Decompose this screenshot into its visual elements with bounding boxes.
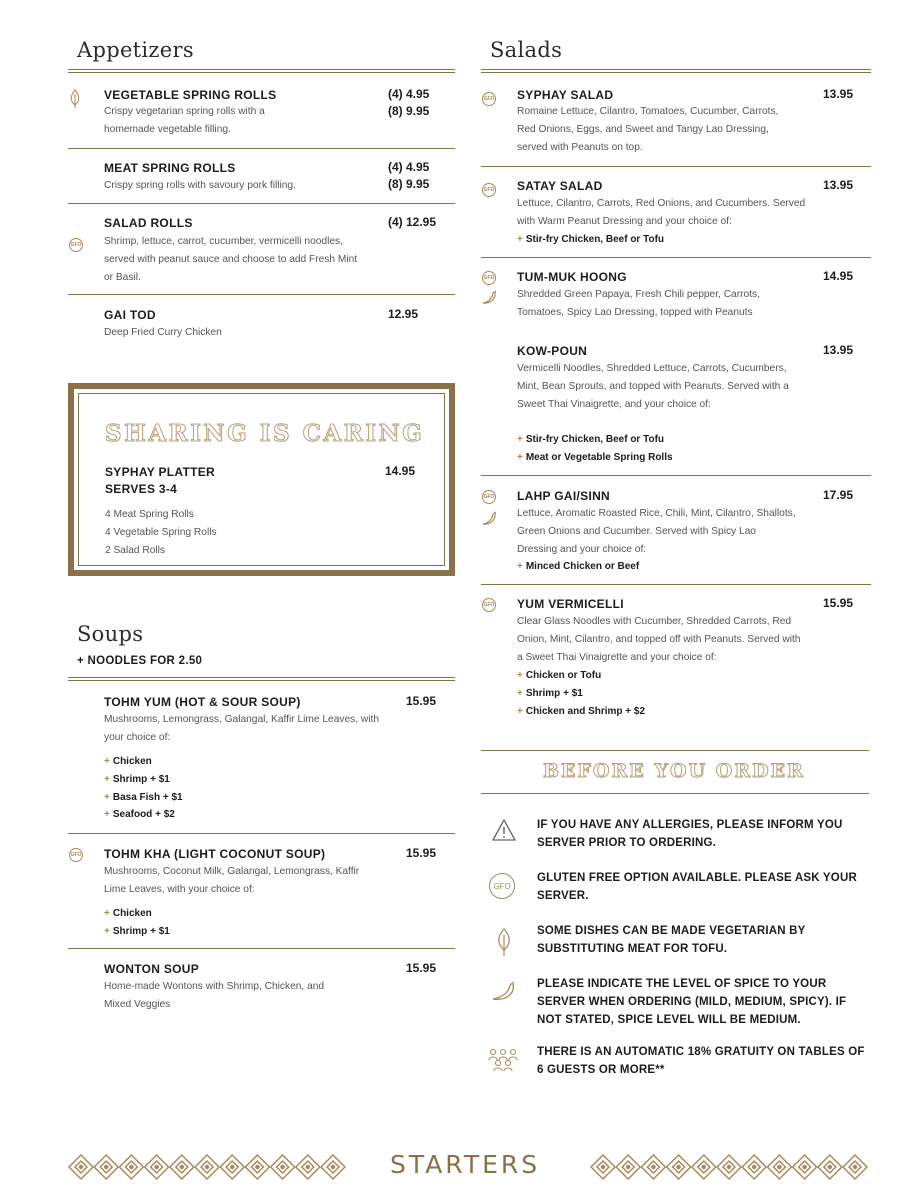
notice-text: SOME DISHES CAN BE MADE VEGETARIAN BY SUBSTITUTING MEAT FOR TOFU.: [537, 925, 806, 955]
group-icon: [487, 1047, 519, 1073]
diamond-pattern-left: [68, 1152, 346, 1182]
item-name: SATAY SALAD: [517, 179, 603, 193]
item-price: 15.95: [406, 961, 437, 975]
diamond-pattern-right: [590, 1152, 868, 1182]
gfo-icon: GFO: [482, 92, 496, 106]
item-price: 12.95: [388, 307, 419, 321]
notice-text: PLEASE INDICATE THE LEVEL OF SPICE TO YOUR SERVER WHEN ORDERING (MILD, MEDIUM, SPICY). IF NOT STATED, SPICE LEVEL WILL BE MEDIUM.: [537, 978, 847, 1026]
option: + Shrimp + $1: [104, 773, 170, 785]
item-description: Deep Fried Curry Chicken: [104, 327, 222, 338]
item-description: Lettuce, Aromatic Roasted Rice, Chili, Mint, Cilantro, Shallots, Green Onions and Cucumber. Served with Spicy Lao Dressing and your choice of:: [517, 508, 796, 555]
divider: [68, 833, 455, 834]
divider: [68, 948, 455, 949]
item-description: Mushrooms, Coconut Milk, Galangal, Lemongrass, Kaffir Lime Leaves, with your choice of:: [104, 866, 360, 895]
option: + Shrimp + $1: [517, 687, 583, 699]
appetizers-title: Appetizers: [77, 38, 194, 62]
item-price: 13.95: [823, 87, 854, 101]
item-name: MEAT SPRING ROLLS: [104, 161, 236, 175]
divider: [481, 584, 871, 585]
option: + Basa Fish + $1: [104, 791, 183, 803]
appetizers-rule: [68, 69, 455, 73]
option: + Meat or Vegetable Spring Rolls: [517, 451, 673, 463]
item-name: YUM VERMICELLI: [517, 597, 624, 611]
item-description: Vermicelli Noodles, Shredded Lettuce, Carrots, Cucumbers, Mint, Bean Sprouts, and topped with Peanuts. Served with a Sweet Thai Vinaigrette, and your choice of:: [517, 363, 789, 410]
divider: [481, 475, 871, 476]
item-description: Lettuce, Cilantro, Carrots, Red Onions, and Cucumbers. Served with Warm Peanut Dressing and your choice of:: [517, 198, 806, 227]
chili-icon: [481, 290, 499, 306]
item-price: 14.95: [823, 269, 854, 283]
divider: [68, 203, 455, 204]
option: + Stir-fry Chicken, Beef or Tofu: [517, 234, 665, 245]
item-name: SALAD ROLLS: [104, 216, 193, 230]
option: + Minced Chicken or Beef: [517, 561, 640, 572]
item-price: 17.95: [823, 488, 854, 502]
gfo-icon: GFO: [69, 238, 83, 252]
platter-contents: 4 Meat Spring Rolls 4 Vegetable Spring Rolls 2 Salad Rolls: [105, 509, 217, 556]
item-description: Romaine Lettuce, Cilantro, Tomatoes, Cucumber, Carrots, Red Onions, Eggs, and Sweet and Tangy Lao Dressing, served with Peanuts on top.: [517, 106, 779, 153]
item-price: 13.95: [823, 178, 854, 192]
notice-text: THERE IS AN AUTOMATIC 18% GRATUITY ON TABLES OF 6 GUESTS OR MORE**: [537, 1046, 865, 1076]
item-description: Shrimp, lettuce, carrot, cucumber, vermicelli noodles, served with peanut sauce and choose to add Fresh Mint or Basil.: [104, 236, 358, 283]
gfo-icon: GFO: [69, 848, 83, 862]
item-price: (4) 4.95 (8) 9.95: [388, 160, 430, 191]
divider: [481, 166, 871, 167]
item-name: KOW-POUN: [517, 344, 588, 358]
item-price: (4) 12.95: [388, 215, 437, 229]
option: + Chicken and Shrimp + $2: [517, 705, 646, 717]
item-price: 13.95: [823, 343, 854, 357]
item-name: TOHM KHA (LIGHT COCONUT SOUP): [104, 847, 326, 861]
item-description: Crispy spring rolls with savoury pork filling.: [104, 180, 296, 191]
salads-rule: [481, 69, 871, 73]
sharing-title: SHARING IS CARING: [105, 420, 425, 447]
gfo-icon: GFO: [482, 271, 496, 285]
item-price: 15.95: [406, 694, 437, 708]
item-options: [517, 667, 645, 720]
item-description: Home-made Wontons with Shrimp, Chicken, and Mixed Veggies: [104, 981, 325, 1010]
leaf-icon: [496, 927, 512, 957]
item-options: [517, 431, 673, 467]
item-name: TUM-MUK HOONG: [517, 270, 627, 284]
item-options: [104, 905, 170, 941]
item-options: [104, 753, 183, 824]
item-name: VEGETABLE SPRING ROLLS: [104, 88, 277, 102]
salads-title: Salads: [490, 38, 563, 62]
warning-icon: [491, 818, 517, 842]
footer-label: STARTERS: [390, 1150, 541, 1179]
notice-text: IF YOU HAVE ANY ALLERGIES, PLEASE INFORM YOU SERVER PRIOR TO ORDERING.: [537, 819, 843, 849]
divider: [68, 294, 455, 295]
item-description: Crispy vegetarian spring rolls with a homemade vegetable filling.: [104, 106, 265, 135]
option: + Chicken or Tofu: [517, 670, 602, 681]
item-price: 15.95: [823, 596, 854, 610]
soups-subtitle: + NOODLES FOR 2.50: [77, 655, 203, 667]
leaf-icon: [69, 89, 81, 109]
gfo-icon: GFO: [482, 490, 496, 504]
option: + Chicken: [104, 756, 152, 767]
item-name: SYPHAY SALAD: [517, 88, 614, 102]
chili-icon: [481, 511, 499, 527]
platter-name: SYPHAY PLATTER SERVES 3-4: [105, 465, 216, 496]
item-options: [517, 558, 639, 576]
item-description: Mushrooms, Lemongrass, Galangal, Kaffir Lime Leaves, with your choice of:: [104, 714, 380, 743]
option: + Chicken: [104, 908, 152, 919]
sharing-box: [68, 383, 455, 576]
option: + Seafood + $2: [104, 809, 175, 821]
item-name: TOHM YUM (HOT & SOUR SOUP): [104, 695, 301, 709]
item-options: [517, 231, 664, 249]
item-name: GAI TOD: [104, 308, 156, 322]
item-price: (4) 4.95 (8) 9.95: [388, 87, 430, 118]
gfo-icon: GFO: [489, 873, 515, 899]
divider: [68, 148, 455, 149]
footer: [68, 1148, 868, 1188]
option: + Shrimp + $1: [104, 925, 170, 937]
divider: [481, 793, 869, 794]
divider: [481, 257, 871, 258]
before-order-title: BEFORE YOU ORDER: [543, 760, 805, 782]
item-name: LAHP GAI/SINN: [517, 489, 611, 503]
option: + Stir-fry Chicken, Beef or Tofu: [517, 434, 665, 445]
gfo-icon: GFO: [482, 183, 496, 197]
platter-price: 14.95: [385, 464, 416, 478]
gfo-icon: GFO: [482, 598, 496, 612]
divider: [481, 750, 869, 751]
chili-icon: [491, 981, 519, 1003]
notice-text: GLUTEN FREE OPTION AVAILABLE. PLEASE ASK YOUR SERVER.: [537, 872, 857, 902]
item-description: Shredded Green Papaya, Fresh Chili pepper, Carrots, Tomatoes, Spicy Lao Dressing, topped with Peanuts: [517, 289, 760, 318]
soups-rule: [68, 677, 455, 681]
soups-title: Soups: [77, 622, 144, 646]
item-name: WONTON SOUP: [104, 962, 200, 976]
item-description: Clear Glass Noodles with Cucumber, Shredded Carrots, Red Onion, Mint, Cilantro, and topped off with Peanuts. Served with a Sweet Thai Vinaigrette and your choice of:: [517, 616, 801, 663]
sharing-inner-border: [78, 393, 445, 566]
item-price: 15.95: [406, 846, 437, 860]
